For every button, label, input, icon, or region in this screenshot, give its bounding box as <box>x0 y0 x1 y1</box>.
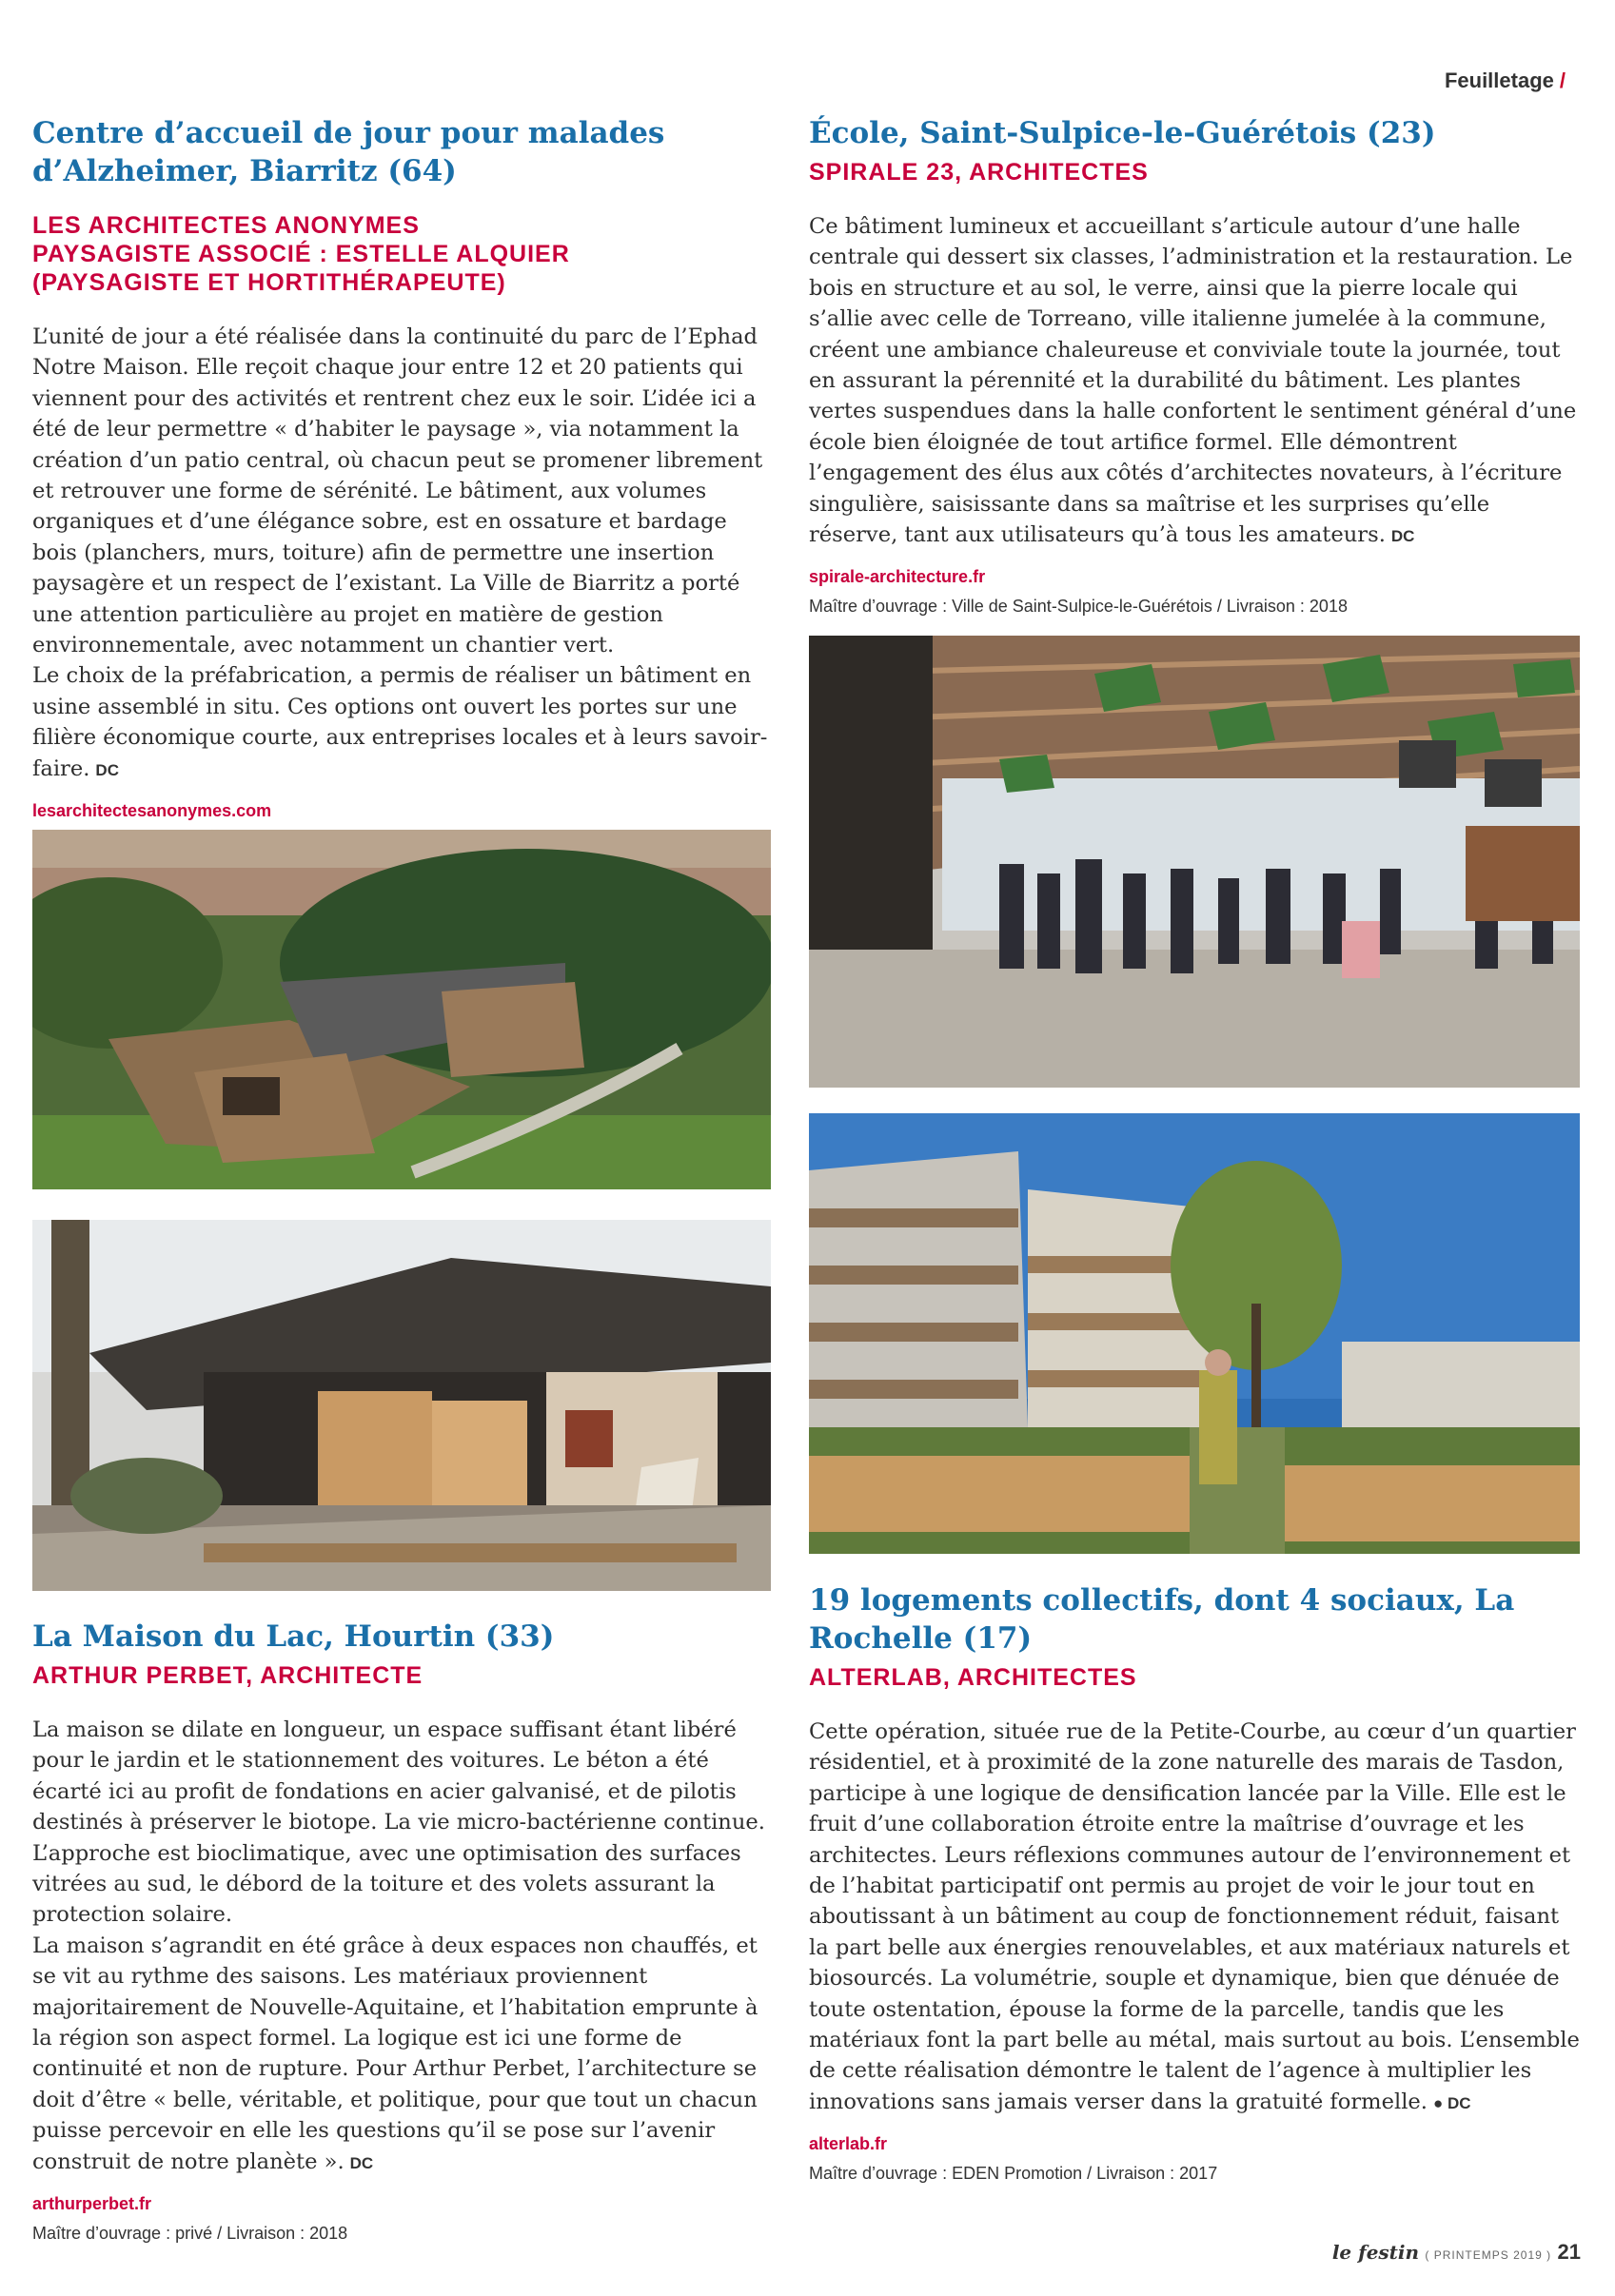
article-architect: SPIRALE 23, ARCHITECTES <box>809 159 1149 186</box>
section-label: Feuilletage <box>1444 69 1554 92</box>
article-credits: Maître d’ouvrage : EDEN Promotion / Livraison : 2017 <box>809 2164 1218 2184</box>
photo-logements-la-rochelle <box>809 1113 1580 1554</box>
article-credits: Maître d’ouvrage : privé / Livraison : 2018 <box>32 2224 348 2244</box>
article-paragraph-text: Ce bâtiment lumineux et accueillant s’articule autour d’une halle centrale qui dessert six classes, l’administration et la restauration. Le bois en structure et au sol, le verre, ainsi que la pierre locale qui s’allie avec celle de Torreano, ville italienne jumelée à la commune, créent une ambiance chaleureuse et conviviale toute la journée, tout en assurant la pérennité et la durabilité du bâtiment. Les plantes vertes suspendues dans la halle confortent le sentiment général d’une école bien éloignée de tout artifice formel. Elle démontrent l’engagement des élus aux côtés d’architectes novateurs, à l’écriture singulière, saisissante dans sa maîtrise et les surprises qu’elle réserve, tant aux utilisateurs qu’à tous les amateurs. <box>809 214 1577 548</box>
article-credits: Maître d’ouvrage : Ville de Saint-Sulpice-le-Guérétois / Livraison : 2018 <box>809 597 1348 617</box>
article-body <box>32 1715 771 2179</box>
article-ecole <box>809 114 1580 617</box>
author-signature: ● DC <box>1432 2093 1471 2112</box>
article-architect: ALTERLAB, ARCHITECTES <box>809 1664 1137 1691</box>
article-landscape-architect: PAYSAGISTE ASSOCIÉ : ESTELLE ALQUIER <box>32 241 570 267</box>
article-paragraph <box>32 660 771 786</box>
article-website[interactable]: alterlab.fr <box>809 2134 888 2154</box>
article-website[interactable]: lesarchitectesanonymes.com <box>32 801 272 821</box>
article-paragraph <box>32 1931 771 2179</box>
article-title: Centre d’accueil de jour pour malades d’Alzheimer, Biarritz (64) <box>32 116 665 188</box>
author-signature: DC <box>95 760 119 779</box>
article-paragraph: La maison se dilate en longueur, un espace suffisant étant libéré pour le jardin et le stationnement des voitures. Le béton a été écarté ici au profit de fondations en acier galvanisé, et de pilotis destinés à préserver le biotope. La vie micro-bactérienne continue. L’approche est bioclimatique, avec une optimisation des surfaces vitrées au sud, le débord de la toiture et des volets assurant la protection solaire. <box>32 1717 765 1928</box>
article-paragraph: L’unité de jour a été réalisée dans la continuité du parc de l’Ephad Notre Maison. Elle reçoit chaque jour entre 12 et 20 patients qui viennent pour des activités et rentrent chez eux le soir. L’idée ici a été de leur permettre « d’habiter le paysage », via notamment la création d’un patio central, où chacun peut se promener librement et retrouver une forme de sérénité. Le bâtiment, aux volumes organiques et d’une élégance sobre, est en ossature et bardage bois (planchers, murs, toiture) afin de permettre une insertion paysagère et un respect de l’existant. La Ville de Biarritz a porté une attention particulière au projet en matière de gestion environnementale, avec notamment un chantier vert. <box>32 324 763 658</box>
article-body <box>809 1717 1580 2119</box>
article-architect: LES ARCHITECTES ANONYMES <box>32 212 420 239</box>
article-website[interactable]: arthurperbet.fr <box>32 2194 152 2214</box>
section-header <box>1445 69 1566 93</box>
article-architect: ARTHUR PERBET, ARCHITECTE <box>32 1662 423 1689</box>
article-paragraph-text: La maison s’agrandit en été grâce à deux espaces non chauffés, et se vit au rythme des saisons. Les matériaux proviennent majoritairement de Nouvelle-Aquitaine, et l’habitation emprunte à la région son aspect formel. La logique est ici une forme de continuité et non de rupture. Pour Arthur Perbet, l’architecture se doit d’être « belle, véritable, et politique, pour que tout un chacun puisse percevoir en elle les questions qu’il se pose sur l’avenir construit de notre planète ». <box>32 1933 758 2174</box>
article-body <box>809 211 1580 552</box>
issue-label: ( PRINTEMPS 2019 ) <box>1425 2248 1552 2262</box>
page-number: 21 <box>1557 2240 1581 2264</box>
article-website[interactable]: spirale-architecture.fr <box>809 567 986 587</box>
article-logements <box>809 1581 1580 2184</box>
section-slash: / <box>1559 69 1566 92</box>
article-paragraph-text: Cette opération, située rue de la Petite-Courbe, au cœur d’un quartier résidentiel, et à proximité de la zone naturelle des marais de Tasdon, participe à une logique de densification lancée par la Ville. Elle est le fruit d’une collaboration étroite entre la maîtrise d’ouvrage et les architectes. Leurs réflexions communes autour de l’environnement et de l’habitat participatif ont permis au projet de voir le jour tout en aboutissant à un bâtiment au coup de fonctionnement réduit, faisant la part belle aux énergies renouvelables, et aux matériaux naturels et biosourcés. La volumétrie, souple et dynamique, bien que dénuée de toute ostentation, épouse la forme de la parcelle, tandis que les matériaux font la part belle au métal, mais surtout au bois. L’ensemble de cette réalisation démontre le talent de l’agence à multiplier les innovations sans jamais verser dans la gratuité formelle. <box>809 1719 1580 2114</box>
photo-maison-du-lac <box>32 1220 771 1591</box>
article-landscape-role: (PAYSAGISTE ET HORTITHÉRAPEUTE) <box>32 269 506 296</box>
article-paragraph <box>809 1717 1580 2119</box>
author-signature: DC <box>1390 527 1415 546</box>
magazine-name: le festin <box>1331 2241 1420 2264</box>
page-footer <box>1332 2240 1581 2265</box>
article-alzheimer <box>32 114 771 851</box>
article-maison-du-lac <box>32 1618 771 2244</box>
photo-ecole-hall <box>809 636 1580 1088</box>
article-title: École, Saint-Sulpice-le-Guérétois (23) <box>809 116 1436 150</box>
article-paragraph-text: Le choix de la préfabrication, a permis de réaliser un bâtiment en usine assemblé in situ. Ces options ont ouvert les portes sur une filière économique courte, aux entreprises locales et à leurs savoir-faire. <box>32 663 768 781</box>
issue-text: PRINTEMPS 2019 <box>1433 2248 1543 2262</box>
article-body <box>32 322 771 786</box>
photo-alzheimer-center <box>32 830 771 1189</box>
article-title: La Maison du Lac, Hourtin (33) <box>32 1619 555 1654</box>
author-signature: DC <box>349 2153 374 2172</box>
article-paragraph <box>809 211 1580 552</box>
article-title: 19 logements collectifs, dont 4 sociaux, La Rochelle (17) <box>809 1583 1515 1656</box>
